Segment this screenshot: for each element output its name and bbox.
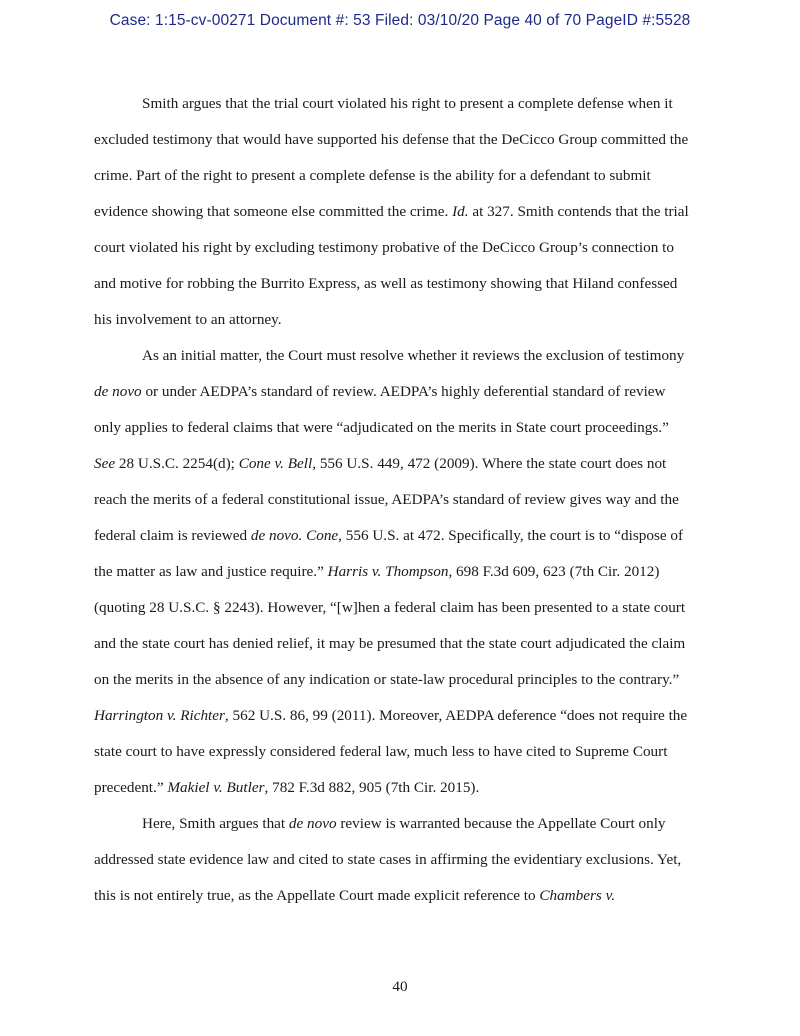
text-run: the matter as law and justice require.”	[94, 563, 324, 580]
case-name-italic: Harrington v. Richter	[94, 707, 225, 724]
p2-line-1: As an initial matter, the Court must resolve whether it reviews the exclusion of testimony	[142, 347, 685, 364]
text-run: , 782 F.3d 882, 905 (7th Cir. 2015).	[264, 779, 480, 796]
p2-line-4	[94, 455, 666, 473]
p1-line-6: and motive for robbing the Burrito Express, as well as testimony showing that Hiland confessed	[94, 275, 678, 292]
page-number: 40	[392, 978, 408, 995]
p2-line-3: only applies to federal claims that were “adjudicated on the merits in State court proceedings.”	[94, 419, 669, 436]
p2-line-11	[94, 707, 687, 725]
citation-italic: Id.	[452, 203, 469, 220]
p1-line-5: court violated his right by excluding testimony probative of the DeCicco Group’s connection to	[94, 239, 674, 256]
text-run: , 562 U.S. 86, 99 (2011). Moreover, AEDPA deference “does not require the	[224, 707, 688, 724]
p1-line-1: Smith argues that the trial court violated his right to present a complete defense when it	[142, 95, 673, 112]
case-name-italic: Cone v. Bell	[238, 455, 313, 472]
p2-line-10: on the merits in the absence of any indication or state-law procedural principles to the contrary.”	[94, 671, 680, 688]
case-name-italic: de novo. Cone	[250, 527, 339, 544]
p1-line-4	[94, 203, 689, 221]
p3-line-3	[94, 887, 615, 905]
latin-italic: de novo	[288, 815, 337, 832]
p2-line-7	[94, 563, 659, 581]
text-run: or under AEDPA’s standard of review. AEDPA’s highly deferential standard of review	[145, 383, 666, 400]
text-run: Here, Smith argues that	[142, 815, 286, 832]
text-run: evidence showing that someone else committed the crime.	[94, 203, 449, 220]
text-run: federal claim is reviewed	[94, 527, 248, 544]
text-run: precedent.”	[94, 779, 164, 796]
p3-line-1	[142, 815, 666, 833]
p2-line-6	[94, 527, 683, 545]
p2-line-12: state court to have expressly considered federal law, much less to have cited to Supreme Court	[94, 743, 668, 760]
case-name-italic: Makiel v. Butler	[167, 779, 265, 796]
text-run: 28 U.S.C. 2254(d);	[118, 455, 235, 472]
signal-italic: See	[94, 455, 116, 472]
text-run: review is warranted because the Appellate Court only	[340, 815, 666, 832]
p3-line-2: addressed state evidence law and cited to state cases in affirming the evidentiary exclusions. Yet,	[94, 851, 682, 868]
case-header-stamp: Case: 1:15-cv-00271 Document #: 53 Filed: 03/10/20 Page 40 of 70 PageID #:5528	[109, 12, 691, 29]
p2-line-13	[94, 779, 479, 797]
case-name-italic: Chambers v.	[539, 887, 616, 904]
text-run: , 556 U.S. at 472. Specifically, the court is to “dispose of	[338, 527, 684, 544]
p1-line-2: excluded testimony that would have supported his defense that the DeCicco Group committed the	[94, 131, 689, 148]
p1-line-7: his involvement to an attorney.	[94, 311, 282, 328]
text-run: at 327. Smith contends that the trial	[472, 203, 689, 220]
text-run: this is not entirely true, as the Appellate Court made explicit reference to	[94, 887, 536, 904]
p2-line-9: and the state court has denied relief, it may be presumed that the state court adjudicated the claim	[94, 635, 686, 652]
text-run: , 556 U.S. 449, 472 (2009). Where the state court does not	[312, 455, 667, 472]
p2-line-2	[94, 383, 666, 401]
case-name-italic: Harris v. Thompson	[327, 563, 449, 580]
latin-italic: de novo	[94, 383, 142, 400]
text-run: , 698 F.3d 609, 623 (7th Cir. 2012)	[448, 563, 660, 580]
p2-line-5: reach the merits of a federal constitutional issue, AEDPA’s standard of review gives way and the	[94, 491, 679, 508]
p2-line-8: (quoting 28 U.S.C. § 2243). However, “[w]hen a federal claim has been presented to a state court	[94, 599, 686, 616]
p1-line-3: crime. Part of the right to present a complete defense is the ability for a defendant to submit	[94, 167, 651, 184]
